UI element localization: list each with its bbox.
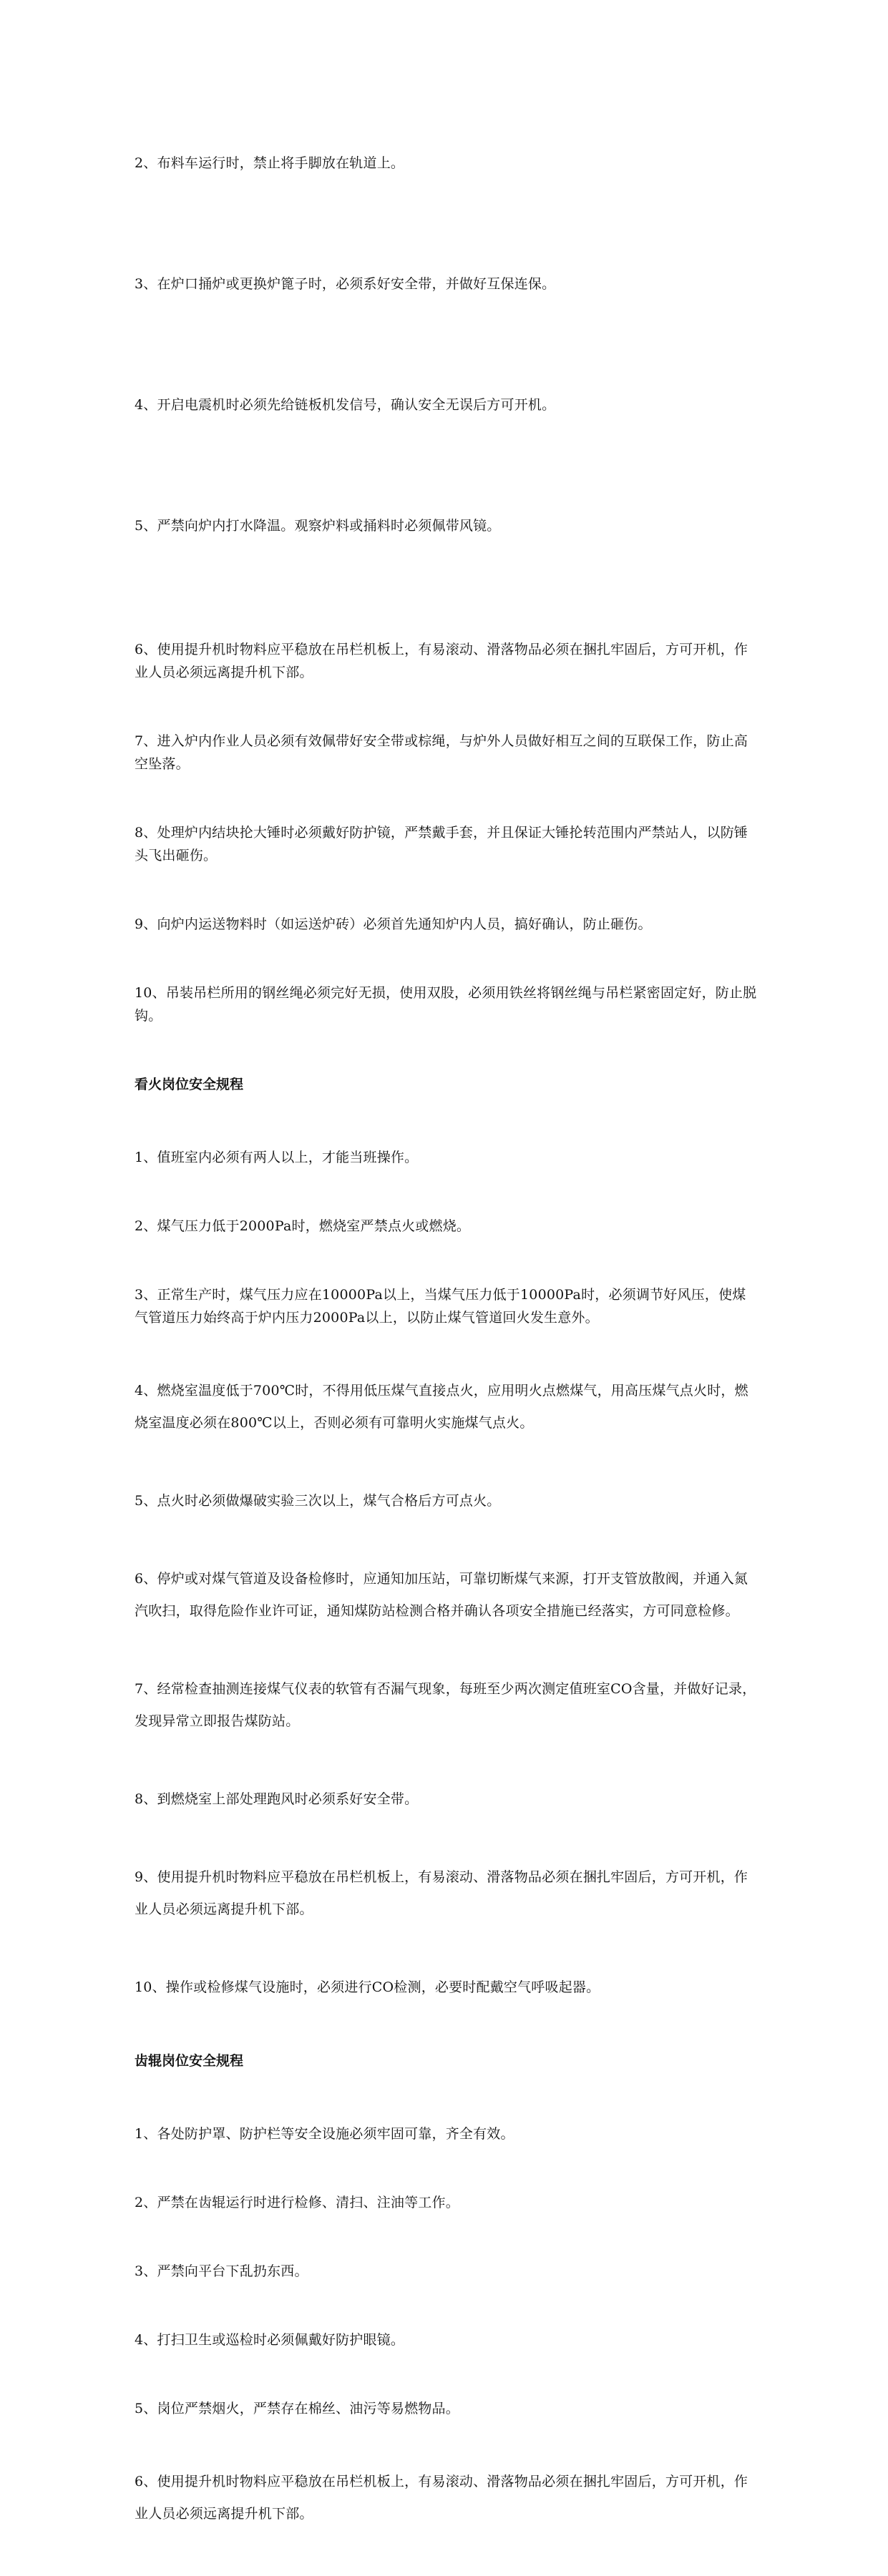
rule-item: 6、停炉或对煤气管道及设备检修时，应通知加压站，可靠切断煤气来源，打开支管放散阀，并通入氮汽吹扫，取得危险作业许可证，通知煤防站检测合格并确认各项安全措施已经落实，方可同意检修。 <box>135 1571 748 1619</box>
section-crew-rules <box>135 106 757 1073</box>
section-title: 看火岗位安全规程 <box>135 1077 244 1092</box>
section-roller-rules <box>135 2077 757 2576</box>
rule-item: 1、各处防护罩、防护栏等安全设施必须牢固可靠，齐全有效。 <box>135 2126 514 2142</box>
rule-item: 8、处理炉内结块抡大锤时必须戴好防护镜，严禁戴手套，并且保证大锤抡转范围内严禁站人，以防锤头飞出砸伤。 <box>135 825 748 863</box>
rule-item: 3、正常生产时，煤气压力应在10000Pa以上，当煤气压力低于10000Pa时，必须调节好风压，使煤气管道压力始终高于炉内压力2000Pa以上，以防止煤气管道回火发生意外。 <box>135 1287 746 1326</box>
rule-item: 2、煤气压力低于2000Pa时，燃烧室严禁点火或燃烧。 <box>135 1218 471 1234</box>
rule-item: 10、吊装吊栏所用的钢丝绳必须完好无损，使用双股，必须用铁丝将钢丝绳与吊栏紧密固定好，防止脱钩。 <box>135 985 757 1024</box>
rule-item: 9、向炉内运送物料时（如运送炉砖）必须首先通知炉内人员，搞好确认，防止砸伤。 <box>135 916 652 932</box>
document-page <box>135 106 757 2576</box>
rule-item: 6、使用提升机时物料应平稳放在吊栏机板上，有易滚动、滑落物品必须在捆扎牢固后，方可开机，作业人员必须远离提升机下部。 <box>135 2474 748 2522</box>
rule-item: 6、使用提升机时物料应平稳放在吊栏机板上，有易滚动、滑落物品必须在捆扎牢固后，方可开机，作业人员必须远离提升机下部。 <box>135 642 748 680</box>
rule-item: 9、使用提升机时物料应平稳放在吊栏机板上，有易滚动、滑落物品必须在捆扎牢固后，方可开机，作业人员必须远离提升机下部。 <box>135 1869 748 1917</box>
rule-item: 10、操作或检修煤气设施时，必须进行CO检测，必要时配戴空气呼吸起器。 <box>135 1979 600 1995</box>
rule-item: 4、燃烧室温度低于700℃时，不得用低压煤气直接点火，应用明火点燃煤气，用高压煤气点火时，燃烧室温度必须在800℃以上，否则必须有可靠明火实施煤气点火。 <box>135 1383 748 1431</box>
rule-item: 2、严禁在齿辊运行时进行检修、清扫、注油等工作。 <box>135 2195 459 2210</box>
rule-item: 3、在炉口捅炉或更换炉篦子时，必须系好安全带，并做好互保连保。 <box>135 276 556 292</box>
section-fire-watch-rules <box>135 1100 757 2049</box>
rule-item: 2、布料车运行时，禁止将手脚放在轨道上。 <box>135 155 405 171</box>
rule-item: 3、严禁向平台下乱扔东西。 <box>135 2263 308 2279</box>
rule-item: 4、打扫卫生或巡检时必须佩戴好防护眼镜。 <box>135 2332 405 2348</box>
rule-item: 5、严禁向炉内打水降温。观察炉料或捅料时必须佩带风镜。 <box>135 518 501 534</box>
rule-item: 7、进入炉内作业人员必须有效佩带好安全带或棕绳，与炉外人员做好相互之间的互联保工作，防止高空坠落。 <box>135 733 748 772</box>
rule-item: 4、开启电震机时必须先给链板机发信号，确认安全无误后方可开机。 <box>135 397 556 413</box>
rule-item: 5、岗位严禁烟火，严禁存在棉丝、油污等易燃物品。 <box>135 2401 459 2416</box>
rule-item: 7、经常检查抽测连接煤气仪表的软管有否漏气现象，每班至少两次测定值班室CO含量，并做好记录，发现异常立即报告煤防站。 <box>135 1681 756 1729</box>
rule-item: 1、值班室内必须有两人以上，才能当班操作。 <box>135 1150 419 1165</box>
rule-item: 5、点火时必须做爆破实验三次以上，煤气合格后方可点火。 <box>135 1493 501 1509</box>
rule-item: 8、到燃烧室上部处理跑风时必须系好安全带。 <box>135 1791 419 1807</box>
section-title: 齿辊岗位安全规程 <box>135 2053 244 2069</box>
